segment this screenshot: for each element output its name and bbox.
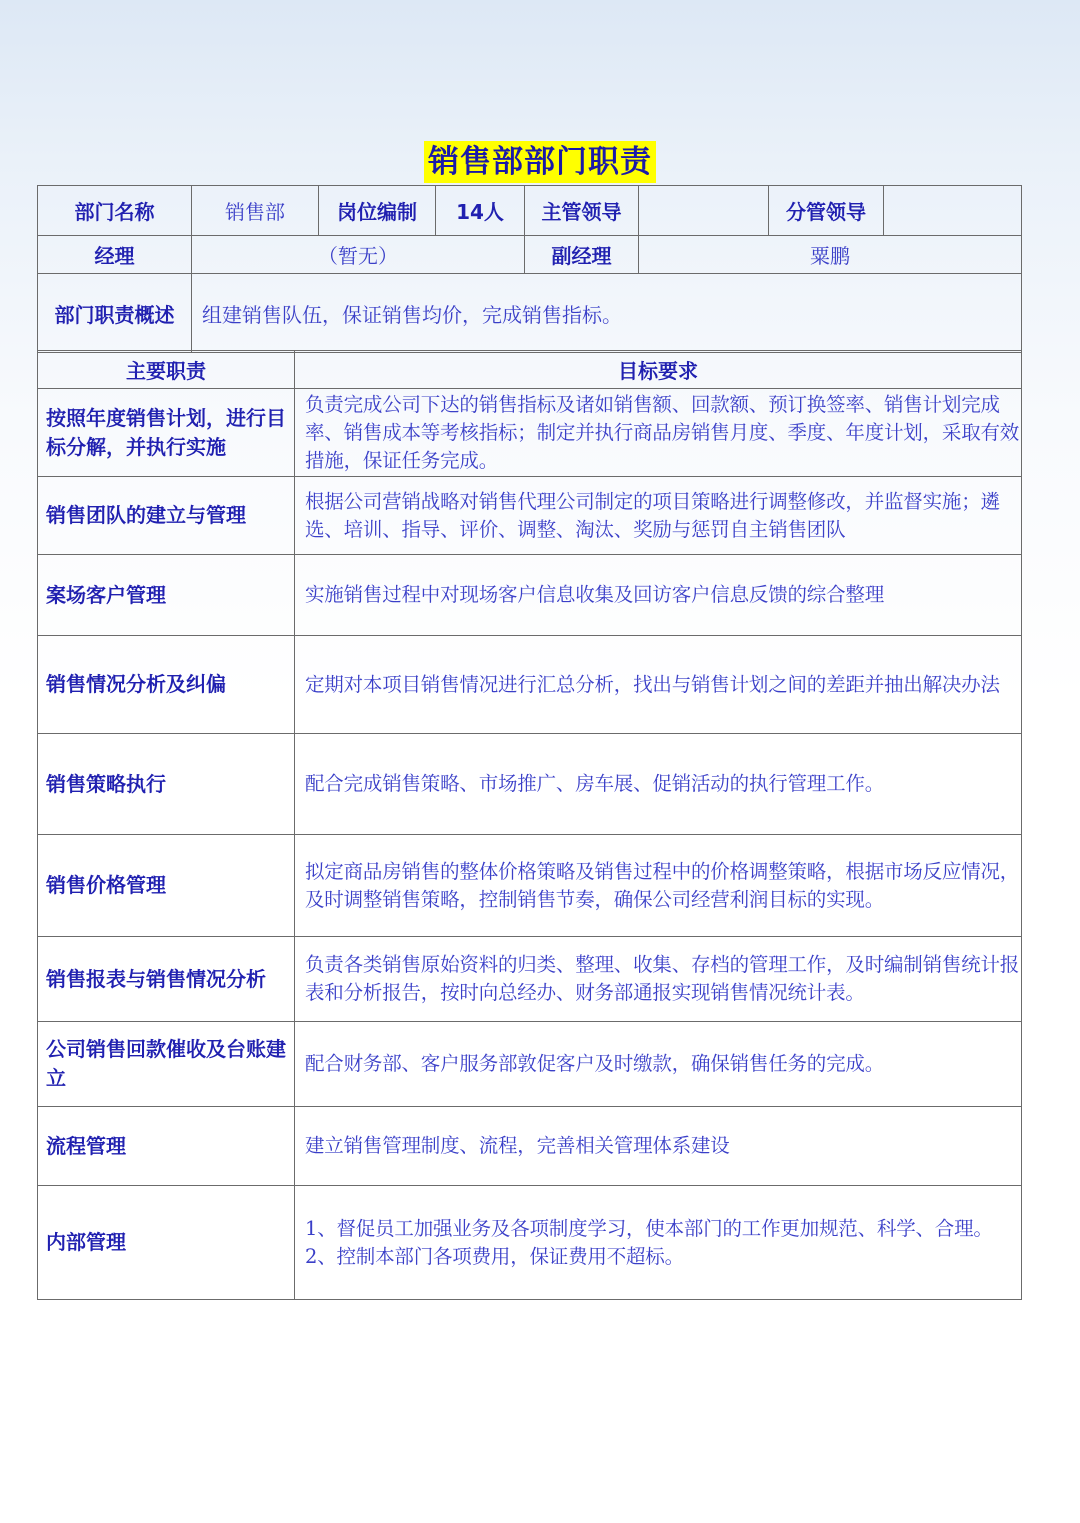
table-row — [38, 734, 1022, 835]
table-row — [38, 636, 1022, 734]
info-row-3 — [38, 274, 1022, 353]
table-row — [38, 835, 1022, 937]
division-leader-label: 分管领导 — [769, 186, 884, 236]
supervisor-label: 主管领导 — [525, 186, 639, 236]
table-row — [38, 937, 1022, 1022]
col-duty-header: 主要职责 — [38, 351, 295, 389]
req-cell — [295, 1022, 1022, 1107]
req-cell — [295, 1186, 1022, 1300]
req-cell — [295, 555, 1022, 636]
table-row — [38, 1022, 1022, 1107]
overview-label: 部门职责概述 — [38, 274, 192, 353]
req-text: 实施销售过程中对现场客户信息收集及回访客户信息反馈的综合整理 — [305, 583, 885, 606]
duties-table — [37, 350, 1022, 1300]
manager-label: 经理 — [38, 236, 192, 274]
table-row — [38, 477, 1022, 555]
req-text: 配合完成销售策略、市场推广、房车展、促销活动的执行管理工作。 — [305, 772, 885, 795]
manager-value: （暂无） — [192, 236, 525, 274]
deputy-value: 粟鹏 — [639, 236, 1022, 274]
req-text: 负责完成公司下达的销售指标及诸如销售额、回款额、预订换签率、销售计划完成率、销售成本等考核指标；制定并执行商品房销售月度、季度、年度计划，采取有效措施，保证任务完成。 — [305, 392, 1020, 472]
req-text: 拟定商品房销售的整体价格策略及销售过程中的价格调整策略，根据市场反应情况，及时调整销售策略，控制销售节奏，确保公司经营利润目标的实现。 — [305, 859, 1020, 911]
dept-name-value: 销售部 — [192, 186, 319, 236]
req-cell — [295, 389, 1022, 477]
duty-cell: 销售价格管理 — [38, 835, 295, 937]
duties-header-row — [38, 351, 1022, 389]
info-row-1 — [38, 186, 1022, 236]
deputy-label: 副经理 — [525, 236, 639, 274]
dept-name-label: 部门名称 — [38, 186, 192, 236]
table-row — [38, 555, 1022, 636]
table-row — [38, 1107, 1022, 1186]
req-cell — [295, 636, 1022, 734]
req-cell — [295, 477, 1022, 555]
department-info-table — [37, 185, 1022, 353]
req-text: 2、控制本部门各项费用，保证费用不超标。 — [305, 1244, 684, 1268]
overview-value: 组建销售队伍，保证销售均价，完成销售指标。 — [192, 274, 1022, 353]
table-row — [38, 1186, 1022, 1300]
req-text: 定期对本项目销售情况进行汇总分析，找出与销售计划之间的差距并抽出解决办法 — [305, 672, 1000, 696]
req-text: 负责各类销售原始资料的归类、整理、收集、存档的管理工作，及时编制销售统计报表和分析报告，按时向总经办、财务部通报实现销售情况统计表。 — [305, 953, 1020, 1004]
duty-cell: 流程管理 — [38, 1107, 295, 1186]
page-title: 销售部部门职责 — [424, 141, 656, 183]
duty-cell: 按照年度销售计划，进行目标分解，并执行实施 — [38, 389, 295, 477]
duty-cell: 销售策略执行 — [38, 734, 295, 835]
info-row-2 — [38, 236, 1022, 274]
req-text: 1、督促员工加强业务及各项制度学习，使本部门的工作更加规范、科学、合理。 — [305, 1216, 993, 1240]
duty-cell: 销售情况分析及纠偏 — [38, 636, 295, 734]
headcount-label: 岗位编制 — [319, 186, 436, 236]
req-text: 建立销售管理制度、流程，完善相关管理体系建设 — [305, 1134, 730, 1157]
duty-cell: 销售报表与销售情况分析 — [38, 937, 295, 1022]
duty-cell: 内部管理 — [38, 1186, 295, 1300]
supervisor-value — [639, 186, 769, 236]
req-cell — [295, 734, 1022, 835]
title-wrap — [0, 141, 1080, 183]
req-cell — [295, 937, 1022, 1022]
duty-cell: 销售团队的建立与管理 — [38, 477, 295, 555]
headcount-value: 14人 — [436, 186, 525, 236]
duty-cell: 案场客户管理 — [38, 555, 295, 636]
division-leader-value — [884, 186, 1022, 236]
req-text: 配合财务部、客户服务部敦促客户及时缴款，确保销售任务的完成。 — [305, 1052, 885, 1075]
req-text: 根据公司营销战略对销售代理公司制定的项目策略进行调整修改，并监督实施；遴选、培训、指导、评价、调整、淘汰、奖励与惩罚自主销售团队 — [305, 489, 1000, 541]
col-req-header: 目标要求 — [295, 351, 1022, 389]
req-cell — [295, 1107, 1022, 1186]
duty-cell: 公司销售回款催收及台账建立 — [38, 1022, 295, 1107]
table-row — [38, 389, 1022, 477]
req-cell — [295, 835, 1022, 937]
